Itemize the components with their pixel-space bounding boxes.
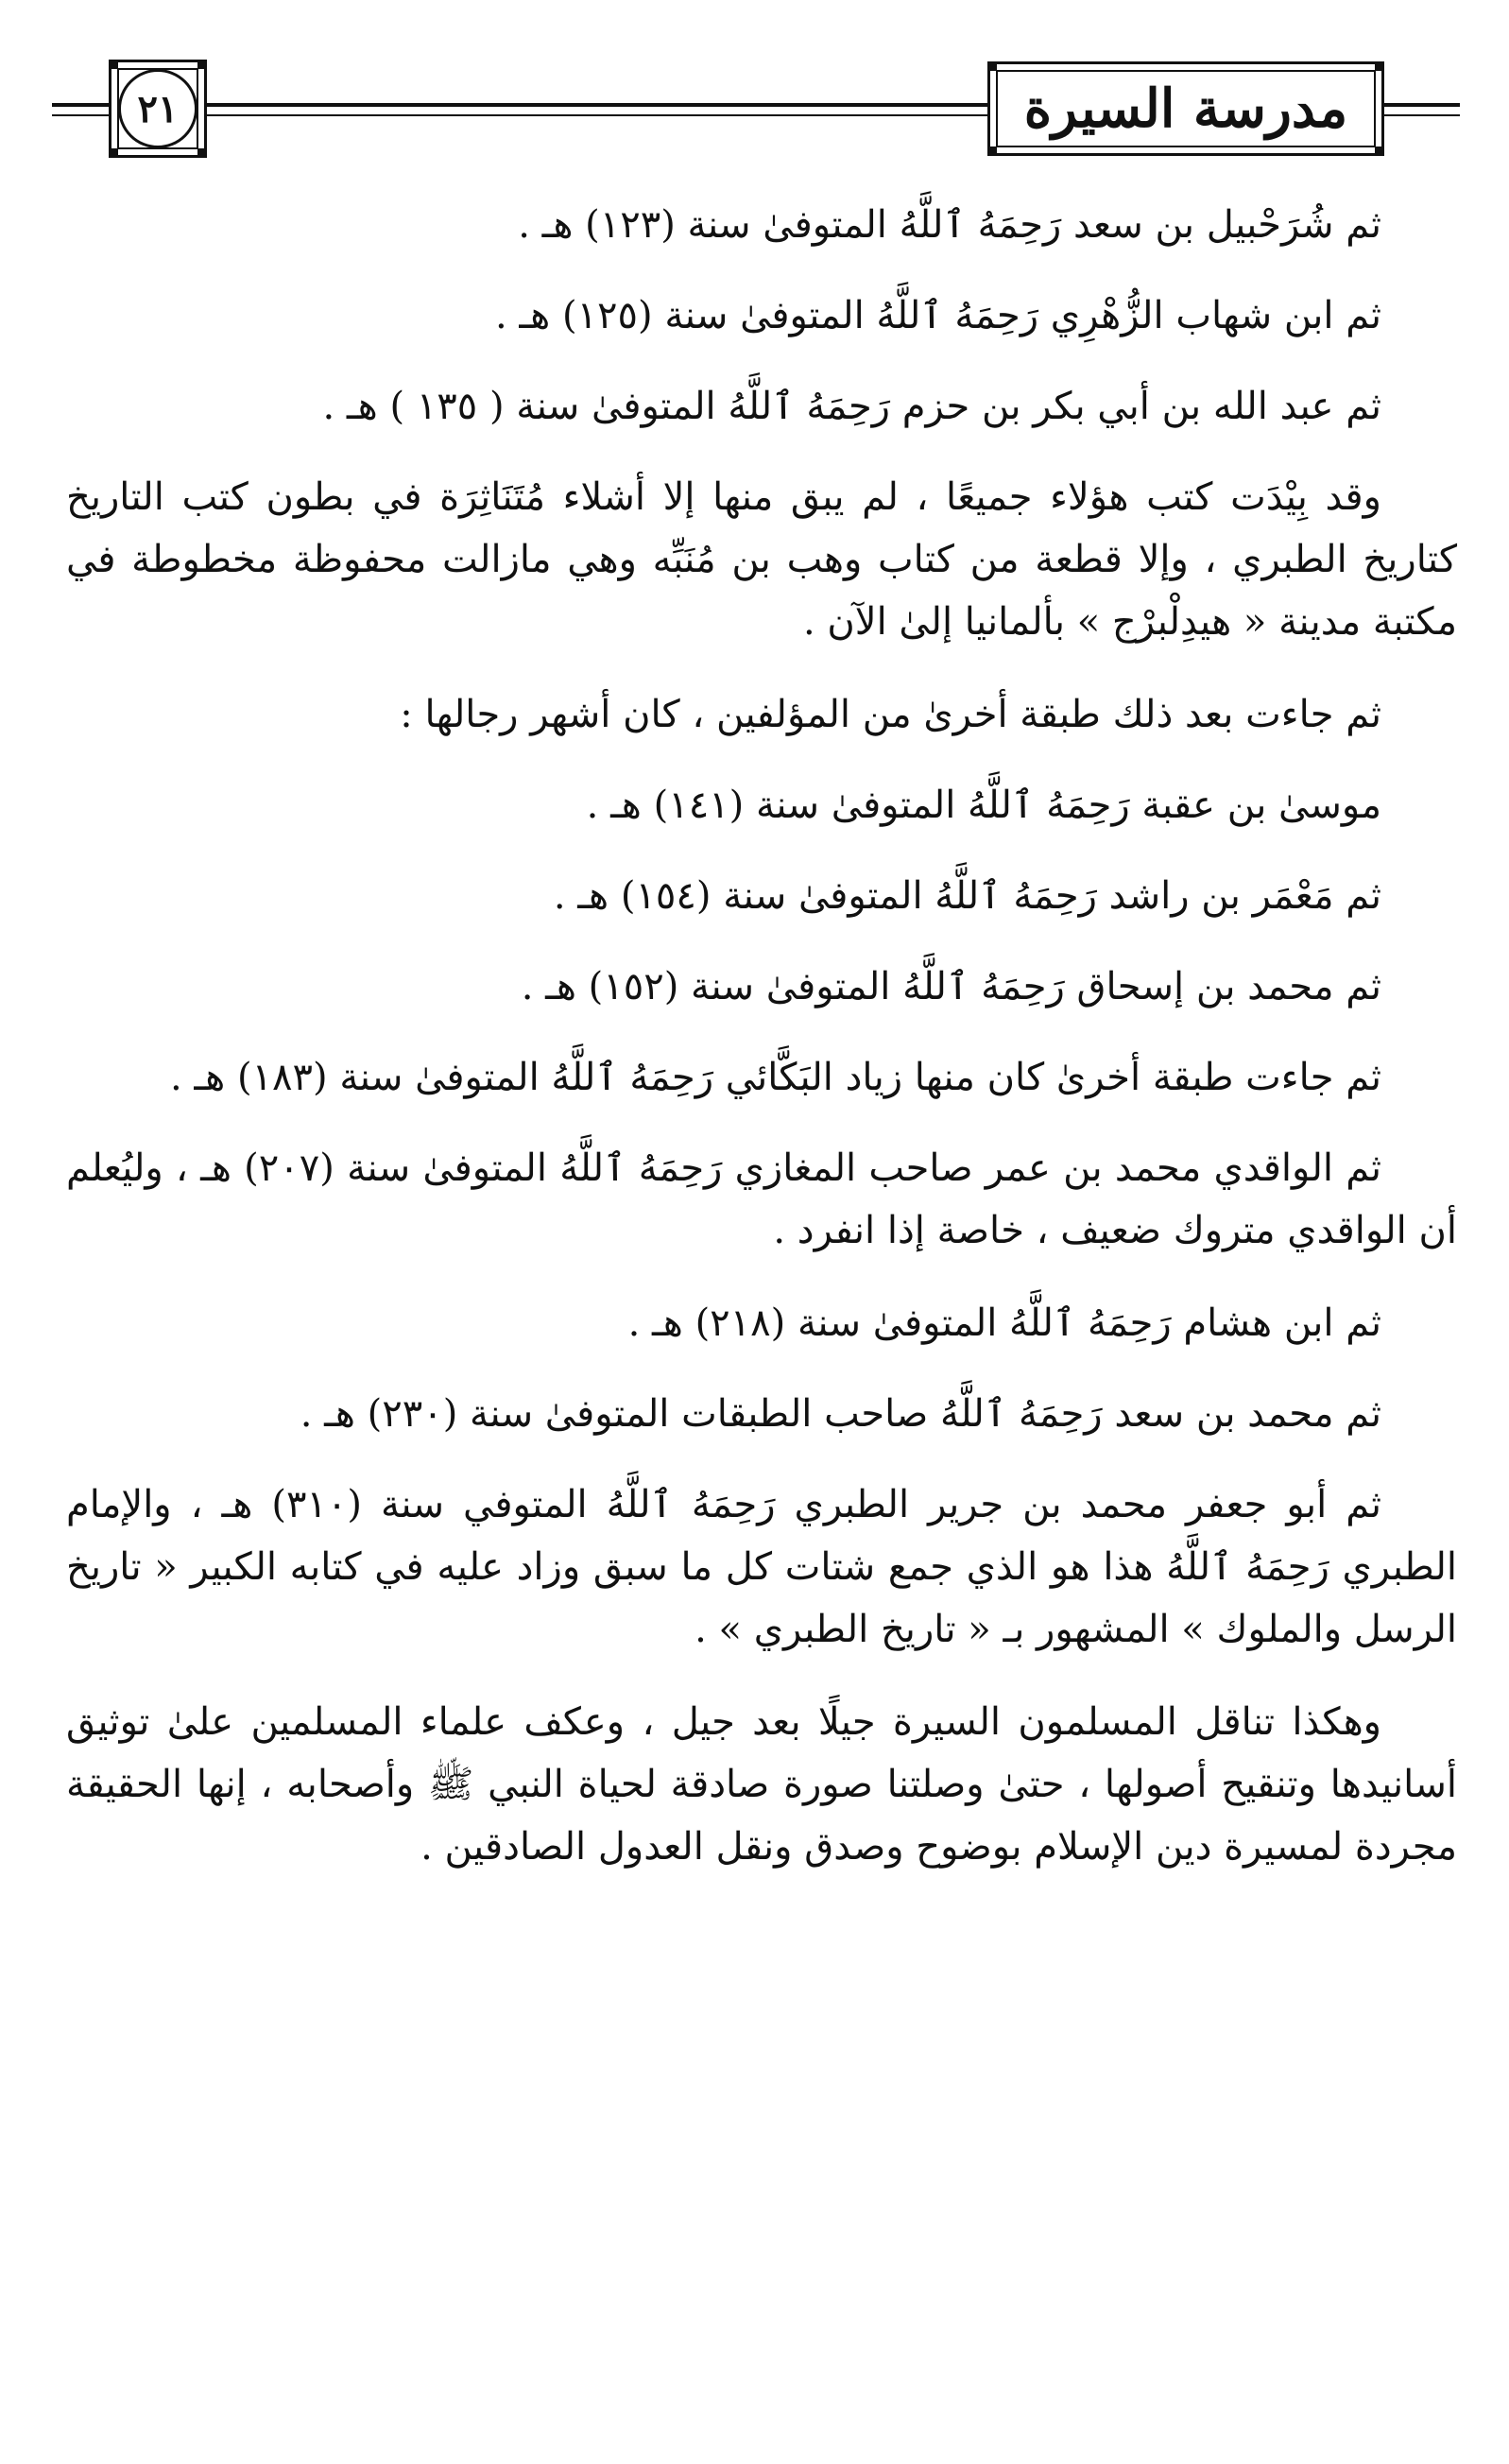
paragraph: وقد بِيْدَت كتب هؤلاء جميعًا ، لم يبق منها إلا أشلاء مُتَنَاثِرَة في بطون كتب التاريخ كتاريخ الطبري ، وإلا قطعة من كتاب وهب بن مُنَبِّه وهي مازالت محفوظة مخطوطة في مكتبة مدينة « هيدِلْبرْج » بألمانيا إلىٰ الآن . [66,475,1457,644]
frame-corner-ornament [197,60,207,69]
frame-corner-ornament [109,148,118,158]
page-header [52,52,1460,165]
frame-corner-ornament [197,148,207,158]
paragraph: موسىٰ بن عقبة رَحِمَهُ ٱللَّهُ المتوفىٰ سنة (١٤١) هـ . [586,784,1381,827]
paragraph: ثم محمد بن إسحاق رَحِمَهُ ٱللَّهُ المتوفىٰ سنة (١٥٢) هـ . [521,965,1381,1008]
paragraph: ثم ابن هشام رَحِمَهُ ٱللَّهُ المتوفىٰ سنة (٢١٨) هـ . [627,1301,1381,1345]
frame-corner-ornament [109,60,118,69]
paragraph: ثم الواقدي محمد بن عمر صاحب المغازي رَحِمَهُ ٱللَّهُ المتوفىٰ سنة (٢٠٧) هـ ، وليُعلم أن الواقدي متروك ضعيف ، خاصة إذا انفرد . [66,1146,1457,1252]
paragraph: ثم جاءت بعد ذلك طبقة أخرىٰ من المؤلفين ، كان أشهر رجالها : [400,693,1381,736]
paragraph: ثم مَعْمَر بن راشد رَحِمَهُ ٱللَّهُ المتوفىٰ سنة (١٥٤) هـ . [553,874,1381,918]
running-title-frame [987,61,1384,156]
paragraph: ثم ابن شهاب الزُّهْرِي رَحِمَهُ ٱللَّهُ المتوفىٰ سنة (١٢٥) هـ . [494,294,1381,337]
running-title: مدرسة السيرة [1023,78,1348,140]
paragraph: ثم أبو جعفر محمد بن جرير الطبري رَحِمَهُ ٱللَّهُ المتوفي سنة (٣١٠) هـ ، والإمام الطبري رَحِمَهُ ٱللَّهُ هذا هو الذي جمع شتات كل ما سبق وزاد عليه في كتابه الكبير « تاريخ الرسل والملوك » المشهور بـ « تاريخ الطبري » . [66,1483,1458,1651]
paragraph: ثم محمد بن سعد رَحِمَهُ ٱللَّهُ صاحب الطبقات المتوفىٰ سنة (٢٣٠) هـ . [300,1392,1381,1436]
paragraph: وهكذا تناقل المسلمون السيرة جيلًا بعد جيل ، وعكف علماء المسلمين علىٰ توثيق أسانيدها وتنقيح أصولها ، حتىٰ وصلتنا صورة صادقة لحياة النبي ﷺ وأصحابه ، إنها الحقيقة مجردة لمسيرة دين الإسلام بوضوح وصدق ونقل العدول الصادقين . [66,1700,1457,1869]
page-body [66,194,1457,1908]
page-number: ٢١ [118,69,197,148]
page-number-frame [109,60,207,158]
paragraph: ثم شُرَحْبيل بن سعد رَحِمَهُ ٱللَّهُ المتوفىٰ سنة (١٢٣) هـ . [518,203,1381,247]
paragraph: ثم عبد الله بن أبي بكر بن حزم رَحِمَهُ ٱللَّهُ المتوفىٰ سنة ( ١٣٥ ) هـ . [322,385,1381,428]
paragraph: ثم جاءت طبقة أخرىٰ كان منها زياد البَكَّائي رَحِمَهُ ٱللَّهُ المتوفىٰ سنة (١٨٣) هـ . [169,1056,1381,1099]
